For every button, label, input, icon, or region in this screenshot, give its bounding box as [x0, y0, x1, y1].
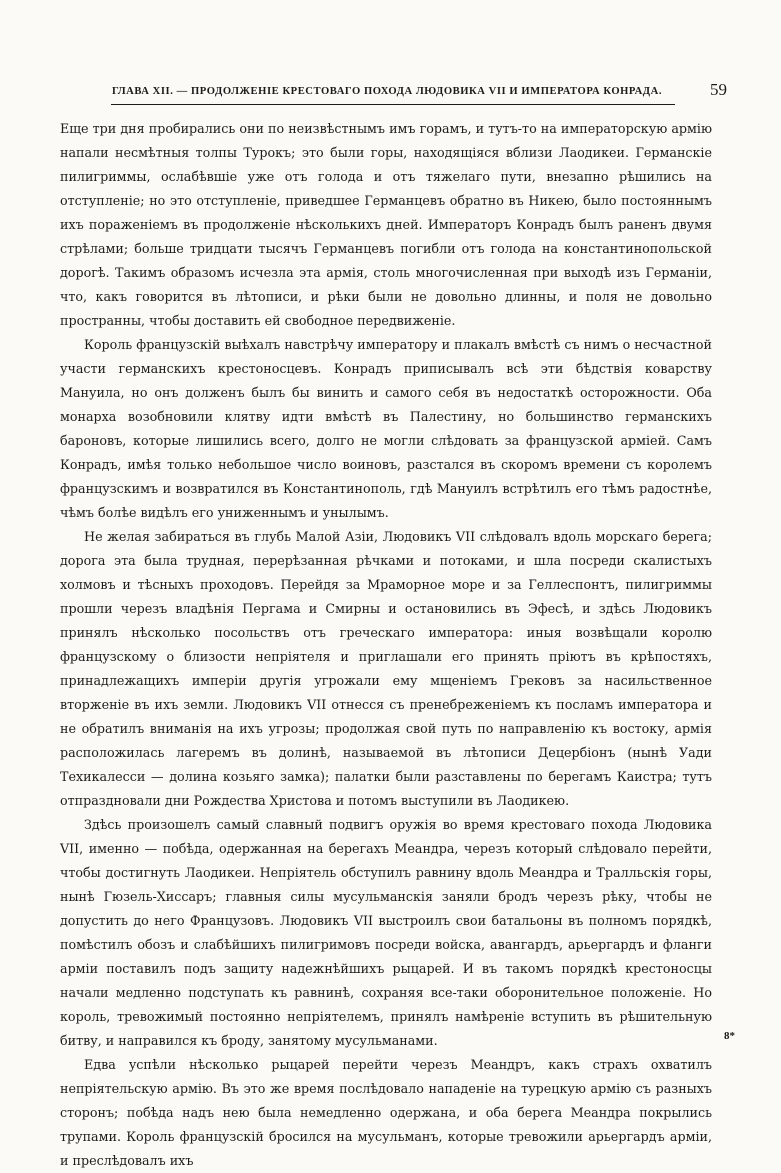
- printer-signature: 8*: [724, 1030, 735, 1042]
- running-head: ГЛАВА XII. — ПРОДОЛЖЕНІЕ КРЕСТОВАГО ПОХОДА ЛЮДОВИКА VII И ИМПЕРАТОРА КОНРАДА.: [112, 86, 663, 97]
- paragraph: Еще три дня пробирались они по неизвѣстнымъ имъ горамъ, и тутъ-то на императорскую армію напали несмѣтныя толпы Турокъ; это были горы, находящіяся вблизи Лаодикеи. Германскіе пилигриммы, ослабѣвшіе уже отъ голода и отъ тяжелаго пути, внезапно рѣшились на отступленіе; но это отступленіе, приведшее Германцевъ обратно въ Никею, было постояннымъ ихъ пораженіемъ въ продолженіе нѣсколькихъ дней. Императоръ Конрадъ былъ раненъ двумя стрѣлами; больше тридцати тысячъ Германцевъ погибли отъ голода на константинопольской дорогѣ. Такимъ образомъ исчезла эта армія, столь многочисленная при выходѣ изъ Германіи, что, какъ говорится въ лѣтописи, и рѣки были не довольно длинны, и поля не довольно пространны, чтобы доставить ей свободное передвиженіе.: [60, 121, 712, 328]
- paragraph: Не желая забираться въ глубь Малой Азіи, Людовикъ VII слѣдовалъ вдоль морскаго берега; дорога эта была трудная, перерѣзанная рѣчками и потоками, и шла посреди скалистыхъ холмовъ и тѣсныхъ проходовъ. Перейдя за Мраморное море и за Геллеспонтъ, пилигриммы прошли черезъ владѣнія Пергама и Смирны и остановились въ Эфесѣ, и здѣсь Людовикъ принялъ нѣсколько посольствъ отъ греческаго императора: иныя возвѣщали королю французскому о близости непріятеля и приглашали его принять пріютъ въ крѣпостяхъ, принадлежащихъ имперіи другія угрожали ему мщеніемъ Грековъ за насильственное вторженіе въ ихъ земли. Людовикъ VII отнесся съ пренебреженіемъ къ посламъ императора и не обратилъ вниманія на ихъ угрозы; продолжая свой путь по направленію къ востоку, армія расположилась лагеремъ въ долинѣ, называемой въ лѣтописи Децербіонъ (нынѣ Уади Техикалесси — долина козьяго замка); палатки были разставлены по берегамъ Каистра; тутъ отпраздновали дни Рождества Христова и потомъ выступили въ Лаодикею.: [60, 529, 712, 808]
- body-text: [60, 117, 712, 1173]
- paragraph: Едва успѣли нѣсколько рыцарей перейти черезъ Меандръ, какъ страхъ охватилъ непріятельскую армію. Въ это же время послѣдовало нападеніе на турецкую армію съ разныхъ сторонъ; побѣда надъ нею была немедленно одержана, и оба берега Меандра покрылись трупами. Король французскій бросился на мусульманъ, которые тревожили арьергардъ арміи, и преслѣдовалъ ихъ: [60, 1057, 712, 1168]
- paragraph: Король французскій выѣхалъ навстрѣчу императору и плакалъ вмѣстѣ съ нимъ о несчастной участи германскихъ крестоносцевъ. Конрадъ приписывалъ всѣ эти бѣдствія коварству Мануила, но онъ долженъ былъ бы винить и самого себя въ недостаткѣ осторожности. Оба монарха возобновили клятву идти вмѣстѣ въ Палестину, но большинство германскихъ бароновъ, которые лишились всего, долго не могли слѣдовать за французской арміей. Самъ Конрадъ, имѣя только небольшое число воиновъ, разстался въ скоромъ времени съ королемъ французскимъ и возвратился въ Константинополь, гдѣ Мануилъ встрѣтилъ его тѣмъ радостнѣе, чѣмъ болѣе видѣлъ его униженнымъ и унылымъ.: [60, 337, 712, 520]
- header-rule: [111, 104, 675, 105]
- page-number: 59: [710, 80, 727, 99]
- paragraph: Здѣсь произошелъ самый славный подвигъ оружія во время крестоваго похода Людовика VII, именно — побѣда, одержанная на берегахъ Меандра, черезъ который слѣдовало перейти, чтобы достигнуть Лаодикеи. Непріятель обступилъ равнину вдоль Меандра и Тралльскія горы, нынѣ Гюзель-Хиссаръ; главныя силы мусульманскія заняли бродъ черезъ рѣку, чтобы не допустить до него Французовъ. Людовикъ VII выстроилъ свои батальоны въ полномъ порядкѣ, помѣстилъ обозъ и слабѣйшихъ пилигримовъ посреди войска, авангардъ, арьергардъ и фланги арміи поставилъ подъ защиту надежнѣйшихъ рыцарей. И въ такомъ порядкѣ крестоносцы начали медленно подступать къ равнинѣ, сохраняя все-таки оборонительное положеніе. Но король, тревожимый постоянно непріятелемъ, принялъ намѣреніе вступить въ рѣшительную битву, и направился къ броду, занятому мусульманами.: [60, 817, 712, 1048]
